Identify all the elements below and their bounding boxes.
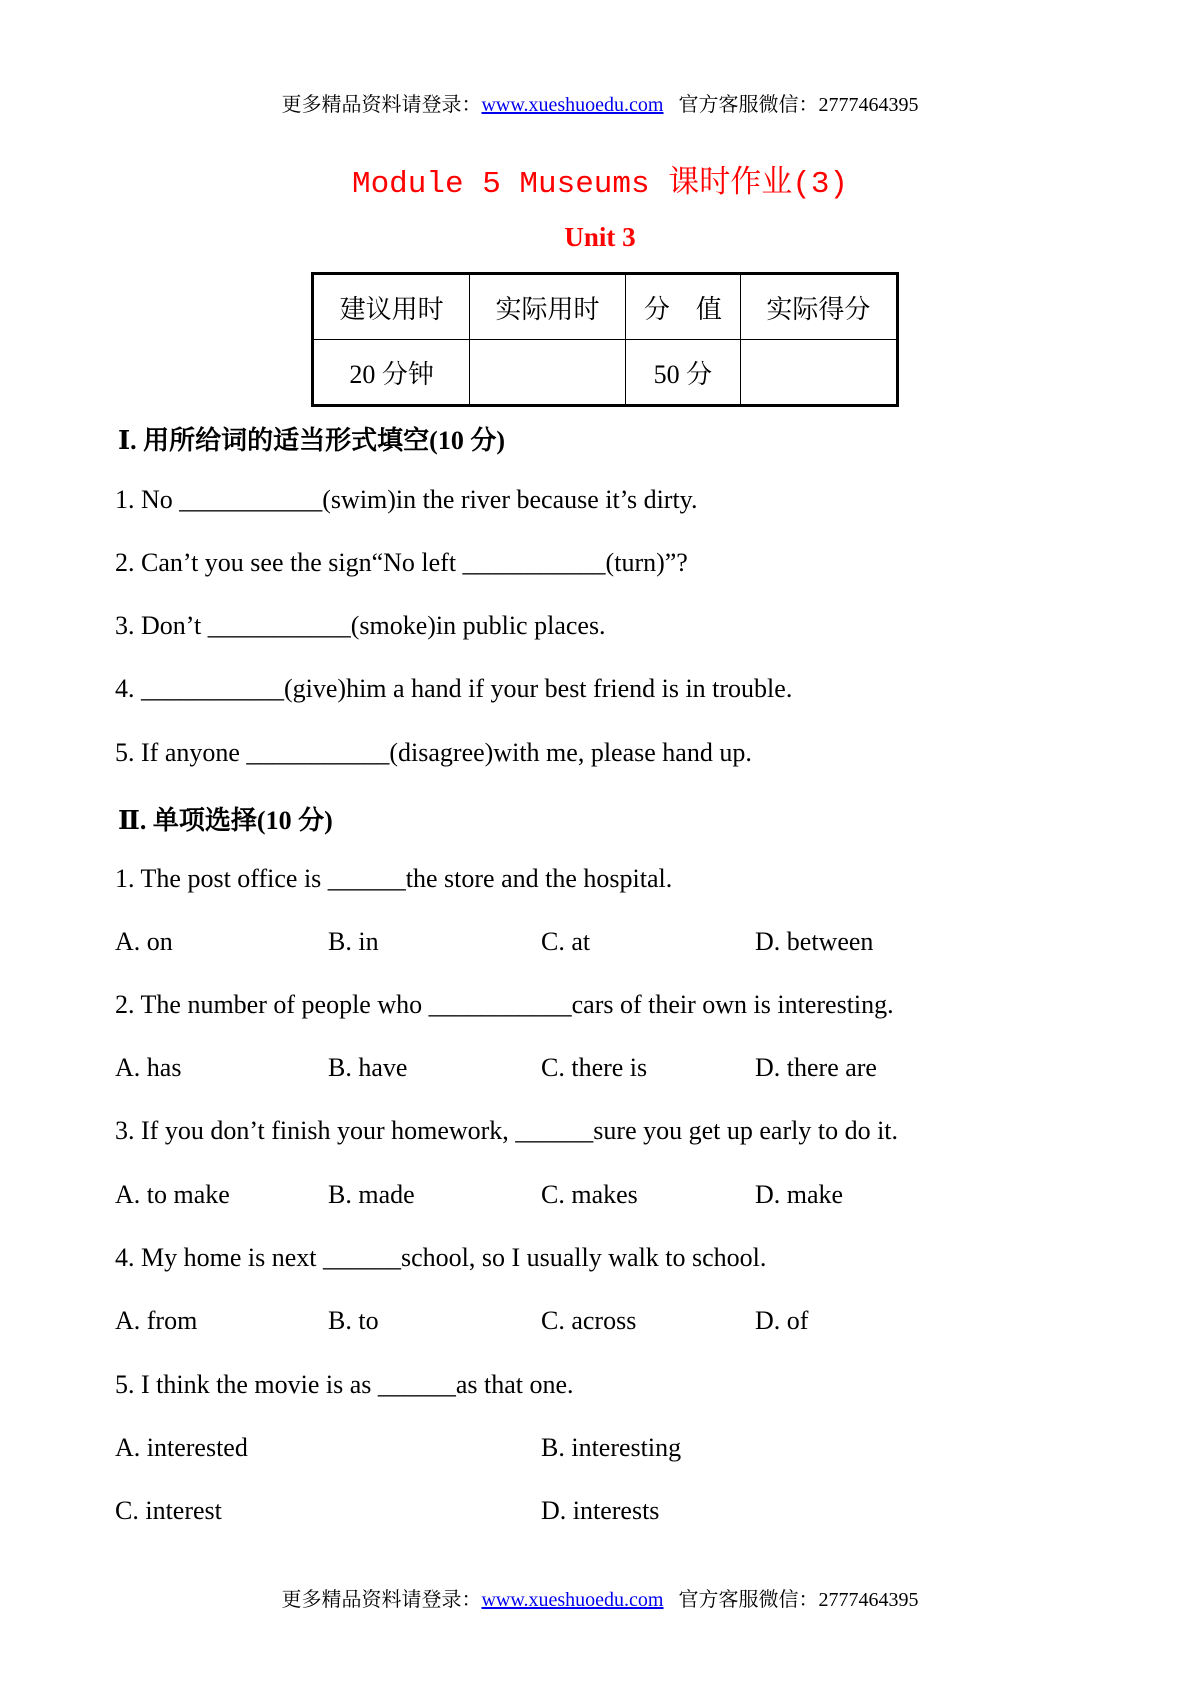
header-link[interactable]: www.xueshuoedu.com	[481, 94, 664, 116]
option: A. on	[115, 927, 173, 956]
option: A. has	[115, 1053, 182, 1082]
option: B. in	[328, 927, 379, 956]
table-header: 分 值	[625, 274, 740, 340]
footer-link[interactable]: www.xueshuoedu.com	[481, 1589, 664, 1611]
footer-text: 更多精品资料请登录：	[281, 1589, 482, 1611]
fill-question: 3. Don’t ___________(smoke)in public places.	[115, 611, 606, 640]
option: D. make	[755, 1180, 844, 1209]
fill-question: 1. No ___________(swim)in the river because it’s dirty.	[115, 485, 698, 514]
fill-question: 2. Can’t you see the sign“No left ___________(turn)”?	[115, 548, 688, 577]
option: C. makes	[541, 1180, 638, 1209]
option: C. there is	[541, 1053, 648, 1082]
footer-contact: 官方客服微信：2777464395	[663, 1589, 919, 1611]
option: A. interested	[115, 1433, 248, 1462]
choice-question: 2. The number of people who ___________cars of their own is interesting.	[115, 990, 894, 1019]
fill-question: 4. ___________(give)him a hand if your best friend is in trouble.	[115, 674, 793, 703]
option: C. across	[541, 1306, 637, 1335]
option: B. interesting	[541, 1433, 682, 1462]
option: D. interests	[541, 1496, 660, 1525]
section1-heading: Ⅰ. 用所给词的适当形式填空(10 分)	[118, 426, 505, 455]
option: A. to make	[115, 1180, 230, 1209]
table-cell: 50 分	[625, 340, 740, 406]
option: C. interest	[115, 1496, 222, 1525]
choice-question: 1. The post office is ______the store and the hospital.	[115, 864, 673, 893]
choice-question: 5. I think the movie is as ______as that one.	[115, 1370, 574, 1399]
page-footer	[0, 1583, 1200, 1612]
table-cell: 20 分钟	[313, 340, 470, 406]
header-contact: 官方客服微信：2777464395	[663, 94, 919, 116]
option: A. from	[115, 1306, 198, 1335]
option: D. between	[755, 927, 874, 956]
option: B. to	[328, 1306, 379, 1335]
table-header: 实际用时	[470, 274, 626, 340]
table-cell[interactable]	[740, 340, 897, 406]
option: B. made	[328, 1180, 415, 1209]
choice-question: 4. My home is next ______school, so I usually walk to school.	[115, 1243, 767, 1272]
option: B. have	[328, 1053, 408, 1082]
score-table	[311, 272, 899, 407]
option: C. at	[541, 927, 591, 956]
unit-subtitle: Unit 3	[564, 222, 636, 252]
choice-question: 3. If you don’t finish your homework, ______sure you get up early to do it.	[115, 1116, 899, 1145]
table-cell[interactable]	[470, 340, 626, 406]
page-title: Module 5 Museums 课时作业(3)	[351, 167, 849, 202]
section2-heading: Ⅱ. 单项选择(10 分)	[118, 806, 333, 835]
page-header	[0, 88, 1200, 117]
option: D. of	[755, 1306, 809, 1335]
header-text: 更多精品资料请登录：	[281, 94, 482, 116]
fill-question: 5. If anyone ___________(disagree)with me, please hand up.	[115, 738, 752, 767]
option: D. there are	[755, 1053, 877, 1082]
table-header: 实际得分	[740, 274, 897, 340]
table-header: 建议用时	[313, 274, 470, 340]
